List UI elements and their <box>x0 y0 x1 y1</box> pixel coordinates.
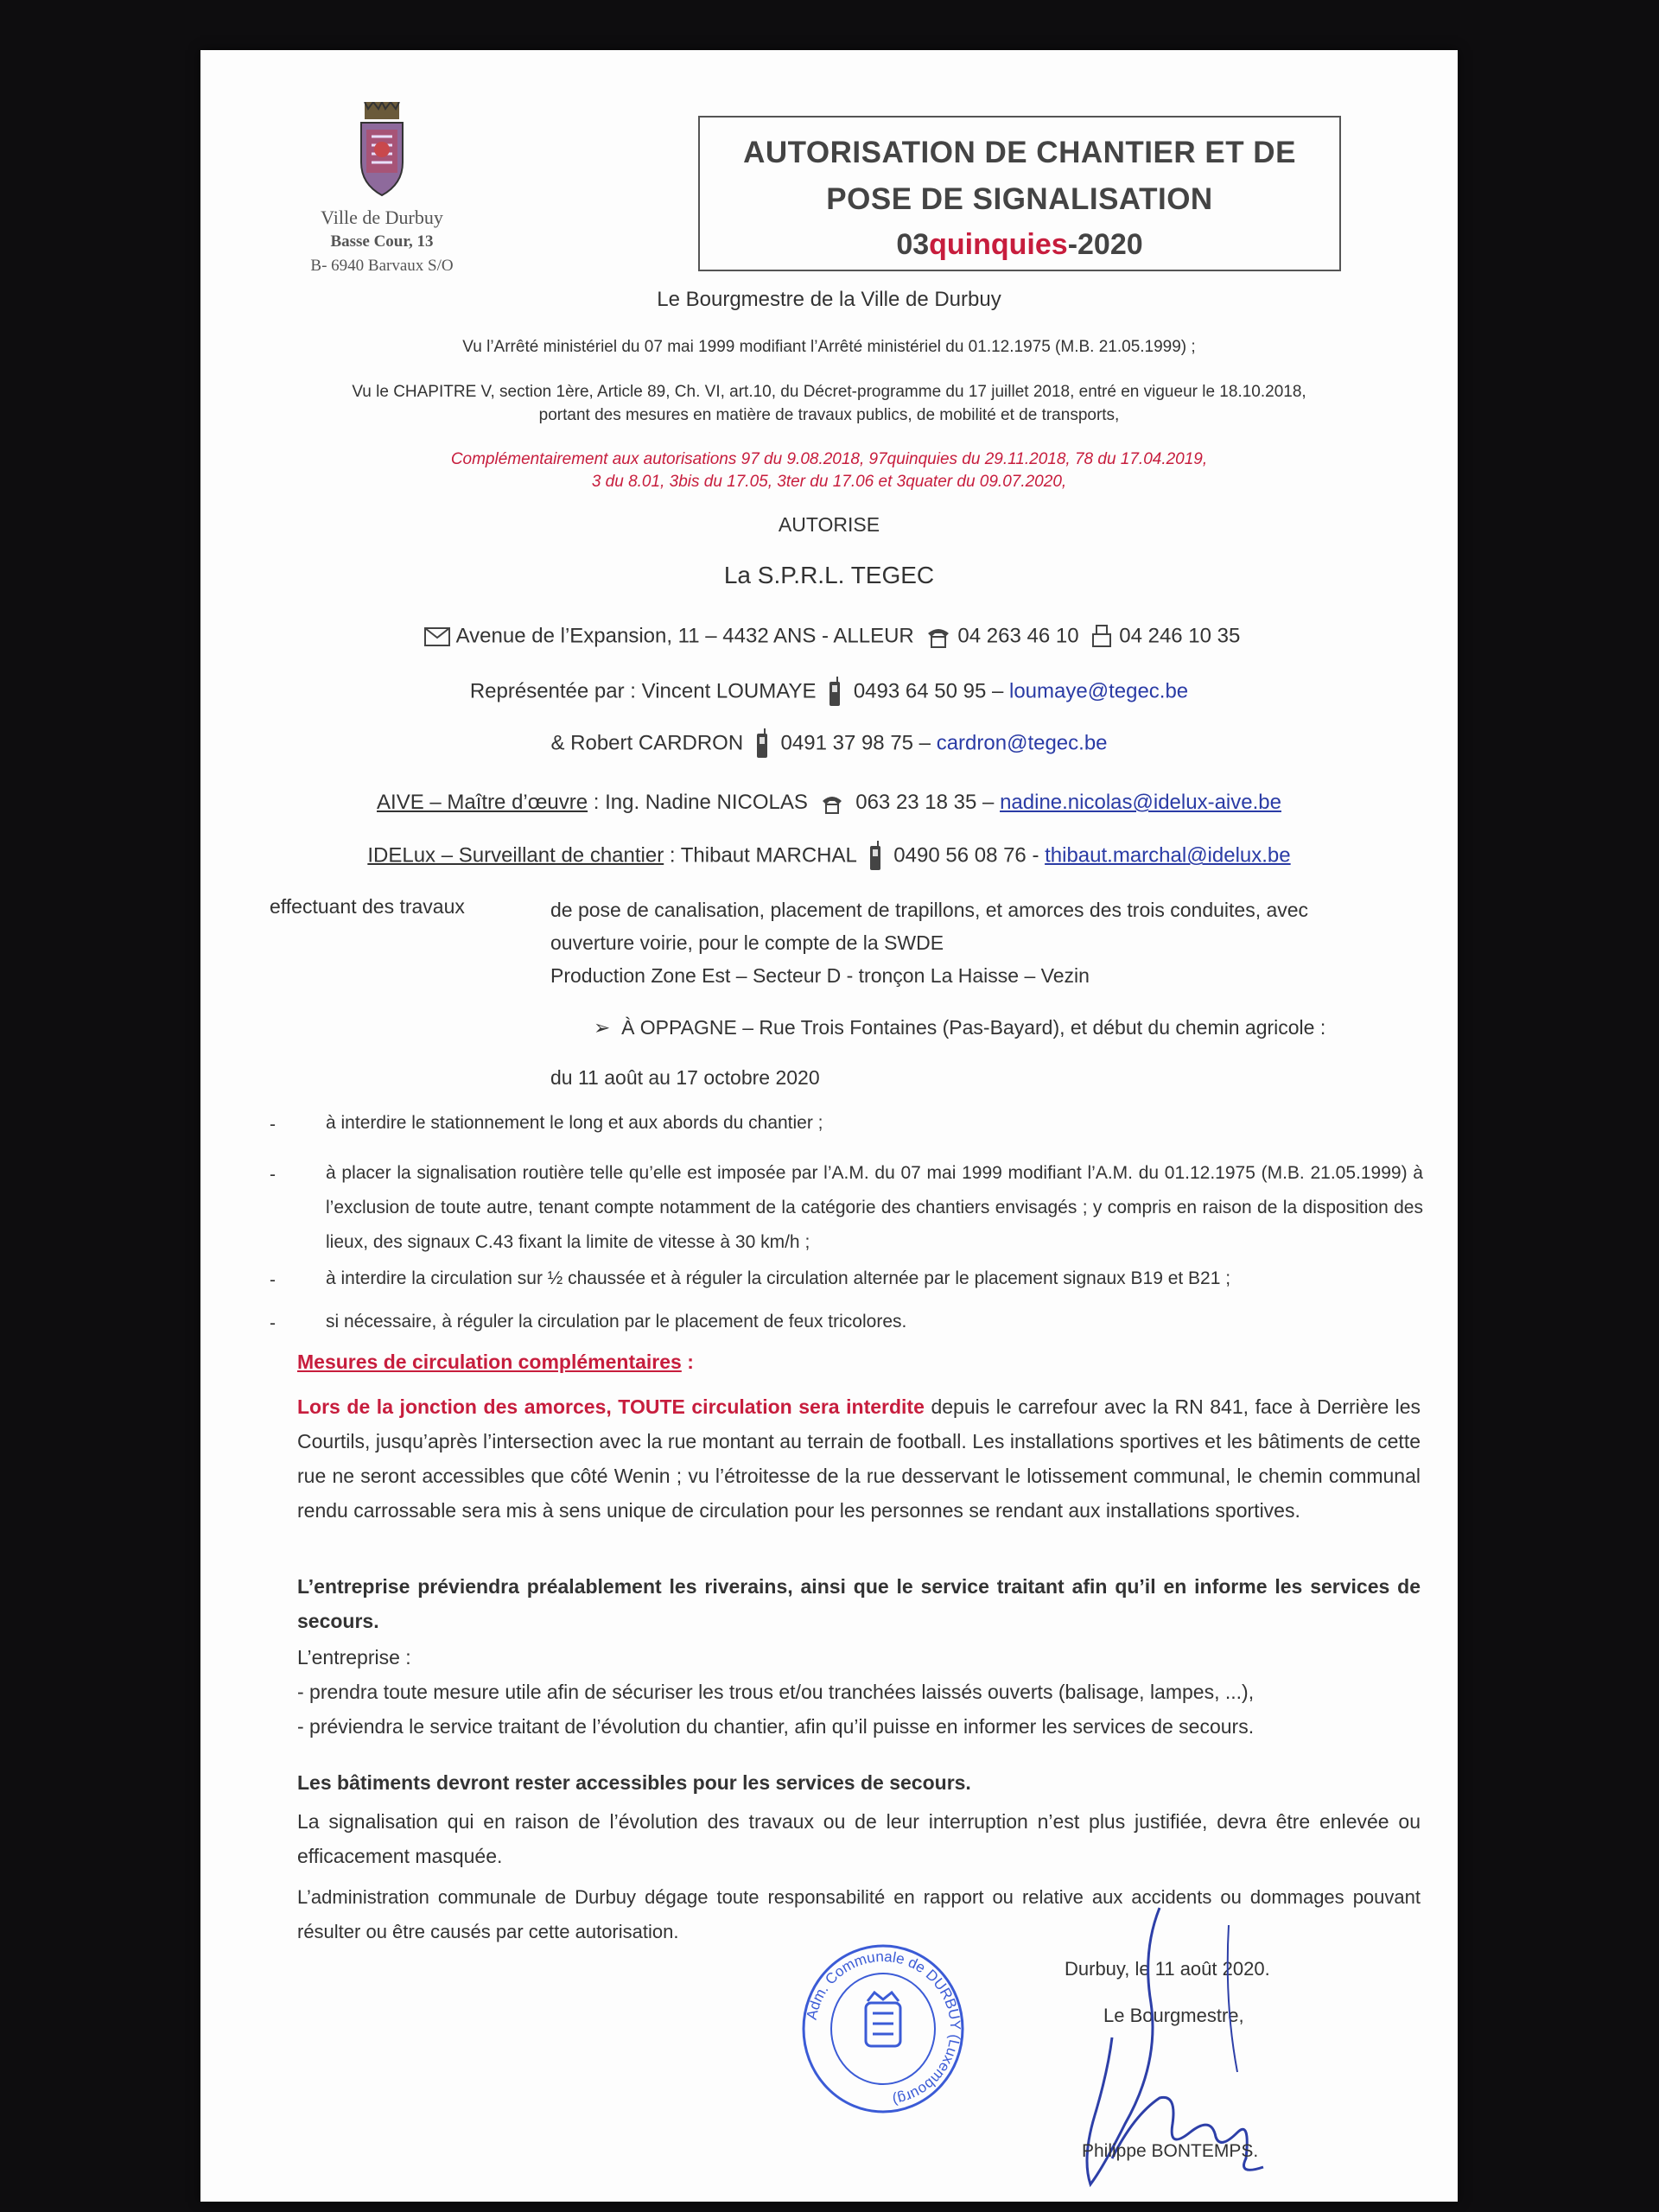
city-crest-icon <box>356 102 408 206</box>
measures-p3-line1: - prendra toute mesure utile afin de sécuriser les trous et/ou tranchées laissés ouverts (balisage, lampes, ...), <box>297 1681 1255 1703</box>
aive-label: AIVE – Maître d’œuvre <box>377 791 588 814</box>
title-box <box>698 116 1341 271</box>
works-label: effectuant des travaux <box>270 895 465 918</box>
measures-paragraph-6: L’administration communale de Durbuy dégage toute responsabilité en rapport ou relative aux accidents ou dommages pouvant résulter ou être causés par cette autorisation. <box>297 1886 1421 1942</box>
number-mid: quinquies <box>929 228 1068 261</box>
autorise-heading: AUTORISE <box>778 513 880 536</box>
stamp-text: Adm. Communale de DURBUY (Luxembourg) <box>803 1948 964 2109</box>
bullet-dash: - <box>270 1270 276 1290</box>
fax-icon <box>1090 624 1114 650</box>
vu-line-1: Vu l’Arrêté ministériel du 07 mai 1999 modifiant l’Arrêté ministériel du 01.12.1975 (M.B. 21.05.1999) ; <box>462 338 1196 356</box>
vu-line-2b: portant des mesures en matière de travaux publics, de mobilité et de transports, <box>538 406 1120 424</box>
rep2-phone: 0491 37 98 75 – <box>780 731 931 755</box>
signature-place-date: Durbuy, le 11 août 2020. <box>1065 1958 1270 1980</box>
signatory-name: Philippe BONTEMPS. <box>1082 2141 1259 2161</box>
aive-line <box>200 791 1458 815</box>
bullet-item: si nécessaire, à réguler la circulation par le placement de feux tricolores. <box>326 1312 907 1332</box>
company-address-line <box>200 624 1458 650</box>
measures-paragraph-3 <box>297 1640 1421 1744</box>
measures-p1-rest: depuis le carrefour avec la RN 841, face à Derrière les Courtils, jusqu’après l’intersection avec la rue montant au terrain de football. Les installations sportives et les bâtiments de cette rue ne seront accessibles que côté Wenin ; vu l’étroitesse de la rue desservant le lotissement communal, le chemin communal rendu carrossable sera mis à sens unique de circulation pour les personnes se rendant aux installations sportives. <box>297 1395 1421 1522</box>
idelux-line <box>200 841 1458 872</box>
location-line <box>594 1016 1325 1039</box>
measures-heading-text: Mesures de circulation complémentaires <box>297 1351 682 1373</box>
compl-line-2: 3 du 8.01, 3bis du 17.05, 3ter du 17.06 et 3quater du 09.07.2020, <box>591 473 1067 491</box>
measures-paragraph-1 <box>297 1389 1421 1528</box>
idelux-name: : Thibaut MARCHAL <box>664 843 856 868</box>
bullet-dash: - <box>270 1313 276 1333</box>
measures-paragraph-5: La signalisation qui en raison de l’évolution des travaux ou de leur interruption n’est plus justifiée, devra être enlevée ou efficacement masquée. <box>297 1810 1421 1867</box>
city-name: Ville de Durbuy <box>321 207 443 228</box>
rep2-email[interactable]: cardron@tegec.be <box>936 731 1108 755</box>
aive-email[interactable]: nadine.nicolas@idelux-aive.be <box>1000 791 1281 814</box>
address-line2: B- 6940 Barvaux S/O <box>310 257 454 275</box>
title-line1: AUTORISATION DE CHANTIER ET DE <box>743 136 1296 169</box>
aive-name: : Ing. Nadine NICOLAS <box>588 791 808 814</box>
phone-icon <box>819 792 845 815</box>
bullet-dash: - <box>270 1115 276 1135</box>
mobile-phone-icon <box>754 728 770 760</box>
document-page <box>200 50 1458 2202</box>
vu-line-2a: Vu le CHAPITRE V, section 1ère, Article 89, Ch. VI, art.10, du Décret-programme du 17 juillet 2018, entré en vigueur le 18.10.2018, <box>352 383 1306 401</box>
aive-phone: 063 23 18 35 – <box>855 791 995 814</box>
rep-email[interactable]: loumaye@tegec.be <box>1009 679 1189 703</box>
arrow-bullet-icon: ➢ <box>594 1016 622 1039</box>
works-desc-3: Production Zone Est – Secteur D - tronçon La Haisse – Vezin <box>550 964 1090 987</box>
representative-line <box>200 677 1458 708</box>
bullet-item: à interdire le stationnement le long et aux abords du chantier ; <box>326 1113 823 1133</box>
signature-role: Le Bourgmestre, <box>1103 2005 1244 2026</box>
bullet-item: à interdire la circulation sur ½ chaussée et à réguler la circulation alternée par le placement signaux B19 et B21 ; <box>326 1268 1231 1288</box>
envelope-icon <box>423 626 451 648</box>
works-desc-2: ouverture voirie, pour le compte de la SWDE <box>550 931 944 954</box>
company-address: Avenue de l’Expansion, 11 – 4432 ANS - ALLEUR <box>455 624 914 648</box>
number-suffix: -2020 <box>1067 228 1143 261</box>
rep-phone: 0493 64 50 95 – <box>853 679 1004 703</box>
representative2-line <box>200 728 1458 760</box>
measures-paragraph-4: Les bâtiments devront rester accessibles pour les services de secours. <box>297 1771 971 1794</box>
company-name: La S.P.R.L. TEGEC <box>723 562 935 588</box>
mobile-phone-icon <box>868 841 883 872</box>
rep-label: Représentée par : Vincent LOUMAYE <box>469 679 817 703</box>
number-prefix: 03 <box>896 228 930 261</box>
rep2-label: & Robert CARDRON <box>550 731 744 755</box>
phone-icon <box>925 625 952 649</box>
mobile-phone-icon <box>827 677 842 708</box>
idelux-phone: 0490 56 08 76 - <box>893 843 1039 868</box>
measures-p1-emphasis: Lors de la jonction des amorces, TOUTE circulation sera interdite <box>297 1395 925 1418</box>
address-line1: Basse Cour, 13 <box>330 232 434 251</box>
municipal-stamp <box>797 1942 969 2115</box>
authority-line: Le Bourgmestre de la Ville de Durbuy <box>657 288 1001 311</box>
measures-p3-line2: - préviendra le service traitant de l’évolution du chantier, afin qu’il puisse en informer les services de secours. <box>297 1715 1255 1738</box>
works-dates: du 11 août au 17 octobre 2020 <box>550 1066 820 1089</box>
works-description <box>550 893 1423 992</box>
measures-paragraph-2: L’entreprise préviendra préalablement les riverains, ainsi que le service traitant afin qu’il en informe les services de secours. <box>297 1575 1421 1632</box>
authorization-number <box>700 223 1339 266</box>
works-location: À OPPAGNE – Rue Trois Fontaines (Pas-Bayard), et début du chemin agricole : <box>621 1016 1326 1039</box>
idelux-email[interactable]: thibaut.marchal@idelux.be <box>1045 843 1291 868</box>
compl-line-1: Complémentairement aux autorisations 97 du 9.08.2018, 97quinquies du 29.11.2018, 78 du 17.04.2019, <box>450 450 1208 468</box>
company-phone: 04 263 46 10 <box>957 624 1079 648</box>
measures-p3-head: L’entreprise : <box>297 1646 411 1669</box>
company-fax: 04 246 10 35 <box>1119 624 1241 648</box>
city-address <box>270 206 494 278</box>
title-line2: POSE DE SIGNALISATION <box>826 182 1213 216</box>
measures-heading <box>297 1351 694 1374</box>
measures-heading-colon: : <box>681 1351 694 1373</box>
bullet-item: à placer la signalisation routière telle qu’elle est imposée par l’A.M. du 07 mai 1999 modifiant l’A.M. du 01.12.1975 (M.B. 21.05.1999) à l’exclusion de toute autre, tenant compte notamment de la catégorie des chantiers envisagés ; y compris en raison de la disposition des lieux, des signaux C.43 fixant la limite de vitesse à 30 km/h ; <box>326 1163 1423 1252</box>
bullet-dash: - <box>270 1165 276 1185</box>
works-desc-1: de pose de canalisation, placement de trapillons, et amorces des trois conduites, avec <box>550 899 1309 921</box>
idelux-label: IDELux – Surveillant de chantier <box>367 843 664 868</box>
